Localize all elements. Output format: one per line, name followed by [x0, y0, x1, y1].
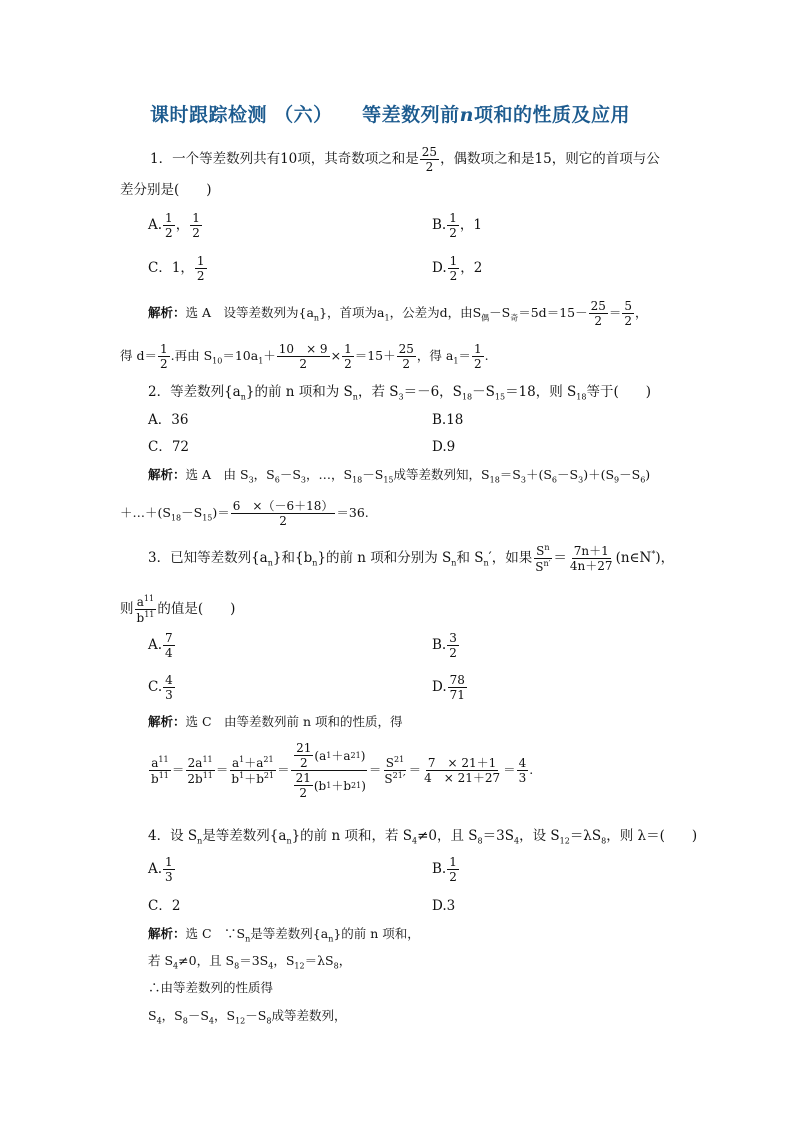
q2-option-a[interactable]: A．36 [148, 412, 189, 428]
q4-option-b[interactable]: B. $\frac{1}{2}$ [432, 855, 457, 884]
q2-stem: 2．等差数列$\{a_n\}$的前 n 项和为 $S_n$，若 $S_3=-6$，$S_{18}-S_{15}=18$，则 $S_{18}$等于( ) [148, 384, 652, 402]
q3-option-a[interactable]: A. $\frac{7}{4}$ [148, 631, 173, 660]
q4-option-a[interactable]: A. $\frac{1}{3}$ [148, 855, 173, 884]
page-title: 课时跟踪检测 （六） 等差数列前n项和的性质及应用 [150, 104, 630, 126]
q4-solution-line1: 解析：选 C $\because S_n$是等差数列$\{a_n\}$的前 n 项和， [148, 926, 420, 944]
q1-solution-line2: 得 d＝ $\frac{1}{2}$ .再由 $S_{10}=10a_1+$ $\frac{10 \times 9}{2}$ × $\frac{1}{2}$ ＝15＋ $\frac{25}{2}$ ，得 $a_1=$ $\frac{1}{2}$ . [120, 342, 489, 371]
q1-stem-fraction: $\frac{25}{2}$ [421, 145, 438, 174]
q4-option-d[interactable]: D.3 [432, 898, 456, 914]
q4-solution-line4: $S_4$，$S_8-S_4$，$S_{12}-S_8$成等差数列， [148, 1008, 347, 1026]
q3-solution-line1: 解析：选 C 由等差数列前 n 项和的性质，得 [148, 714, 403, 729]
q3-stem-line2: 则 $\frac{a^{11}}{b^{11}}$ 的值是( ) [120, 594, 236, 625]
q4-option-c[interactable]: C．2 [148, 898, 181, 914]
q3-option-d[interactable]: D. $\frac{78}{71}$ [432, 673, 465, 702]
q3-compound-fraction: $\frac{21}{2}$ (a 1 ＋a 21 ) $\frac{21}{2}$ (b 1 ＋b 21 ) [291, 742, 368, 799]
q3-solution-equation: $\frac{a^{11}}{b^{11}}$ ＝ $\frac{2a^{11}}{2b^{11}}$ ＝ $\frac{a^1+a^{21}}{b^1+b^{21}}$ ＝ $\frac{21}{2}$ (a 1 ＋a 21 ) $\frac{21}{2}$ (b 1 ＋b 21 ) ＝ $\frac{S^{21}}{S^{21}'}$ ＝ $\frac{7 \times 21+1}{4 \times 21+27}$ ＝ $\frac{4}{3}$ . [151, 741, 534, 800]
q1-stem-line2: 差分别是( ) [120, 182, 212, 198]
q3-option-b[interactable]: B. $\frac{3}{2}$ [432, 631, 457, 660]
q1-solution-line1: 解析：选 A 设等差数列为$\{a_n\}$，首项为$a_1$，公差为d，由$S_偶-S_奇=5d=15-$ $\frac{25}{2}$ ＝ $\frac{5}{2}$ ， [148, 299, 648, 328]
q2-option-b[interactable]: B.18 [432, 412, 464, 428]
q4-stem: 4．设 $S_n$是等差数列$\{a_n\}$的前 n 项和，若 $S_4\ne 0$，且 $S_8=3S_4$，设 $S_{12}=\lambda S_8$，则 λ＝( ) [148, 828, 698, 846]
q2-solution-line1: 解析：选 A 由 $S_3$，$S_6-S_3$，…，$S_{18}-S_{15}$成等差数列知，$S_{18}=S_3+(S_6-S_3)+(S_9-S_6)$ [148, 467, 651, 485]
q1-option-b[interactable]: B. $\frac{1}{2}$ ，1 [432, 211, 482, 240]
q2-option-d[interactable]: D.9 [432, 439, 456, 455]
q1-stem-line1: 1．一个等差数列共有10项，其奇数项之和是 $\frac{25}{2}$ ，偶数项之和是15，则它的首项与公 [150, 145, 660, 174]
q4-solution-line2: 若 $S_4\ne 0$，且 $S_8=3S_4$，$S_{12}=\lambda S_8$， [148, 953, 352, 971]
q2-option-c[interactable]: C．72 [148, 439, 190, 455]
q3-option-c[interactable]: C. $\frac{4}{3}$ [148, 673, 173, 702]
q1-option-d[interactable]: D. $\frac{1}{2}$ ，2 [432, 254, 483, 283]
q3-stem-line1: 3．已知等差数列$\{a_n\}$和$\{b_n\}$的前 n 项和分别为 $S_n$和 $S_n'$，如果 $\frac{S^n}{S^{n'}}$ ＝ $\frac{7n+1}{4n+27}$ (n∈N*)， [148, 543, 675, 574]
q1-option-a[interactable]: A. $\frac{1}{2}$ ， $\frac{1}{2}$ [148, 211, 200, 240]
q4-solution-line3: ∴由等差数列的性质得 [148, 980, 274, 995]
q2-solution-line2: $+\dots+(S_{18}-S_{15})=$ $\frac{6 \times(-6+18)}{2}$ ＝36. [120, 499, 369, 528]
q1-option-c[interactable]: C．1， $\frac{1}{2}$ [148, 254, 205, 283]
